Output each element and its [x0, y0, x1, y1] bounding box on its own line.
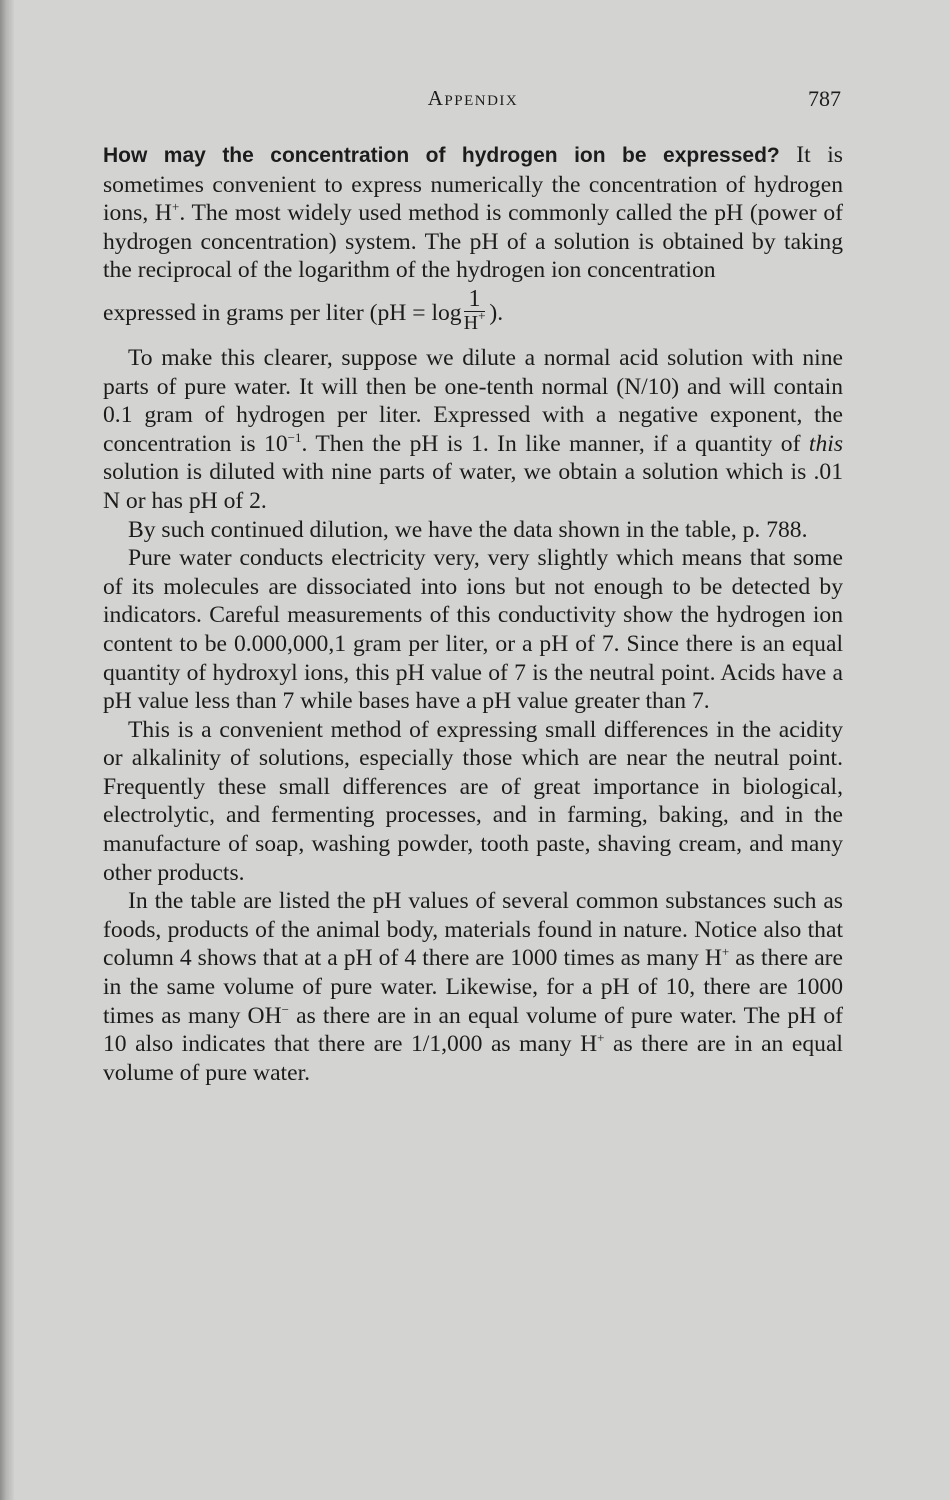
table-values-text-cont: as there are in the same volume of pure water. Likewise, for a pH of 10, there are 1000 times as many OH: [103, 945, 843, 1029]
paragraph-dilution: [103, 344, 843, 516]
fraction-numerator: 1: [464, 287, 486, 312]
body-text: [103, 141, 843, 1087]
dilution-text-cont: . Then the pH is 1. In like manner, if a quantity of: [301, 430, 809, 457]
paragraph-table-reference: By such continued dilution, we have the data shown in the table, p. 788.: [128, 516, 808, 543]
hplus-superscript: +: [721, 944, 730, 960]
negative-exponent: −1: [287, 429, 302, 445]
section-question-heading: How may the concentration of hydrogen ion be expressed?: [103, 144, 780, 167]
formula-lead: expressed in grams per liter (pH = log: [103, 299, 462, 326]
intro-text: It is sometimes convenient to express numerically the concentration of hydrogen ions, H: [103, 142, 843, 227]
hplus-superscript: +: [171, 199, 180, 215]
ph-fraction: [464, 287, 486, 334]
dilution-text-end: solution is diluted with nine parts of water, we obtain a solution which is .01 N or has pH of 2.: [103, 459, 843, 514]
intro-text-cont: . The most widely used method is commonly called the pH (power of hydrogen concentration) system. The pH of a solution is obtained by taking the reciprocal of the logarithm of the hydrogen ion concentration: [103, 200, 843, 284]
paragraph-table-values: [103, 887, 843, 1087]
dilution-text: To make this clearer, suppose we dilute a normal acid solution with nine parts of pure water. It will then be one-tenth normal (N/10) and will contain 0.1 gram of hydrogen per liter. Expressed with a negative exponent, the concentration is 10: [103, 344, 843, 457]
book-page: [103, 0, 843, 1500]
running-head: Appendix: [427, 86, 519, 110]
formula-close: ).: [489, 299, 504, 326]
hplus-superscript: +: [597, 1030, 605, 1046]
paragraph-pure-water: Pure water conducts electricity very, very slightly which means that some of its molecules are dissociated into ions but not enough to be detected by indicators. Careful measurements of this conductivity show the hydrogen ion content to be 0.000,000,1 gram per liter, or a pH of 7. Since there is an equal quantity of hydroxyl ions, this pH value of 7 is the neutral point. Acids have a pH value less than 7 while bases have a pH value greater than 7.: [103, 545, 843, 715]
page-number: 787: [808, 86, 841, 111]
fraction-denominator: [463, 307, 486, 334]
book-spine-edge: [0, 0, 14, 1500]
table-values-text-end: as there are in an equal volume of pure water.: [103, 1031, 843, 1086]
table-values-text-cont2: as there are in an equal volume of pure water. The pH of 10 also indicates that there are 1/1,000 as many H: [103, 1002, 843, 1058]
ohminus-superscript: −: [281, 1001, 289, 1017]
denominator-superscript: +: [478, 307, 486, 323]
page-header: [103, 86, 843, 116]
paragraph-convenient-method: This is a convenient method of expressing small differences in the acidity or alkalinity of solutions, especially those which are near the neutral point. Frequently these small differences are of great importance in biological, electrolytic, and fermenting processes, and in farming, baking, and in the manufacture of soap, washing powder, tooth paste, shaving cream, and many other products.: [103, 716, 843, 886]
table-values-text: In the table are listed the pH values of several common substances such as foods, products of the animal body, materials found in nature. Notice also that column 4 shows that at a pH of 4 there are 1000 times as many H: [103, 888, 843, 972]
italic-this: this: [808, 430, 843, 457]
paragraph-intro: [103, 141, 843, 285]
denominator-base: H: [463, 311, 479, 334]
ph-formula-line: [103, 285, 843, 338]
